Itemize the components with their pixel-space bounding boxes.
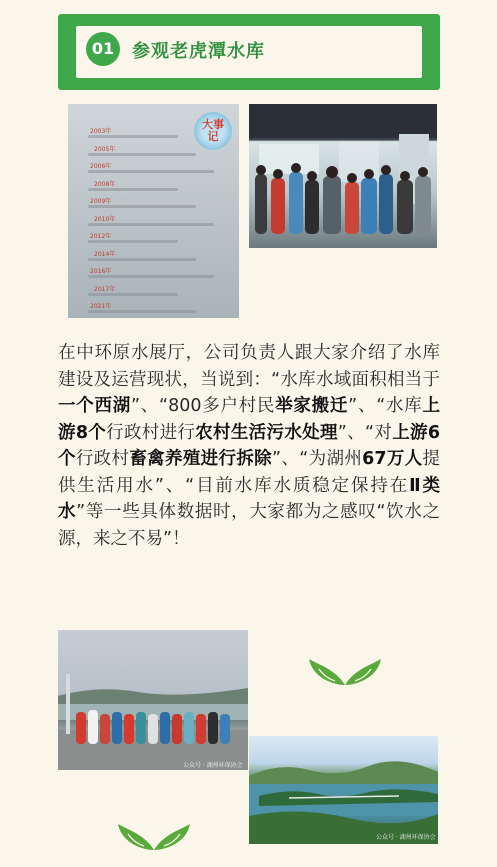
timeline-year: 2005年 [94, 145, 116, 153]
timeline-entry-line [88, 205, 196, 208]
highlight-text: 农村生活污水处理 [195, 422, 338, 443]
timeline-entry-line [88, 135, 178, 138]
reservoir-scene [249, 736, 438, 844]
exhibition-hall-scene [249, 104, 437, 248]
paragraph-text: 行政村进行 [106, 422, 196, 443]
paragraph-text: ”等一些具体数据时，大家都为之感叹“饮水之源，来之不易”！ [58, 502, 441, 549]
watermark-text: 公众号 · 湖州环保协会 [183, 762, 243, 769]
highlight-text: 67万人 [362, 449, 423, 469]
highlight-text: 畜禽养殖进行拆除 [129, 449, 273, 469]
timeline-entry-line [88, 223, 214, 226]
timeline-entry-line [88, 153, 196, 156]
timeline-entry-line [88, 170, 214, 173]
seal-logo [194, 112, 232, 150]
paragraph-text: 行政村 [75, 449, 130, 469]
timeline-year: 2016年 [90, 268, 112, 275]
timeline-entry-line [88, 258, 196, 261]
paragraph-text: 提供生活用水”、“目前水库水质稳定保持在 [58, 449, 441, 496]
highlight-text: Ⅱ类水 [58, 475, 440, 522]
timeline-year: 2021年 [90, 303, 112, 310]
lakeside-scene [58, 630, 248, 770]
timeline-year: 2003年 [90, 128, 112, 135]
timeline-entry-line [88, 188, 178, 191]
paragraph-text: ”、“为湖州 [272, 449, 363, 469]
highlight-text: 上游6个 [58, 422, 440, 469]
highlight-text: 一个西湖 [58, 396, 131, 416]
section-title: 参观老虎潭水库 [132, 41, 265, 62]
leaf-ornament-icon [114, 820, 194, 856]
reservoir-aerial-photo[interactable] [249, 736, 438, 844]
timeline-entry-line [88, 240, 178, 243]
paragraph-text: 在中环原水展厅，公司负责人跟大家介绍了水库建设及运营现状，当说到：“水库水域面积相当于 [58, 343, 440, 390]
timeline-year: 2010年 [94, 215, 116, 223]
paragraph-text: ”、“对 [337, 422, 393, 443]
watermark-text: 公众号 · 湖州环保协会 [376, 834, 436, 841]
timeline-year: 2012年 [90, 233, 112, 240]
timeline-board-photo[interactable] [68, 104, 239, 318]
body-paragraph [58, 340, 440, 552]
paragraph-text: ”、“800多户村民 [130, 396, 276, 416]
lakeside-group-photo[interactable] [58, 630, 248, 770]
timeline-year: 2009年 [90, 198, 112, 205]
timeline-entry-line [88, 275, 214, 278]
paragraph-text: ”、“水库 [348, 396, 423, 416]
timeline-year: 2014年 [94, 250, 116, 258]
timeline-year: 2008年 [94, 180, 116, 188]
seal-logo-text: 大事记 [202, 118, 224, 143]
timeline-entry-line [88, 293, 178, 296]
section-number-badge: 01 [86, 32, 120, 66]
timeline-year: 2006年 [90, 163, 112, 170]
leaf-ornament-icon [305, 655, 385, 691]
timeline-year: 2017年 [94, 285, 116, 293]
highlight-text: 上游8个 [58, 396, 440, 443]
highlight-text: 举家搬迁 [275, 396, 349, 416]
exhibition-hall-photo[interactable] [249, 104, 437, 248]
timeline-entry-line [88, 310, 196, 313]
